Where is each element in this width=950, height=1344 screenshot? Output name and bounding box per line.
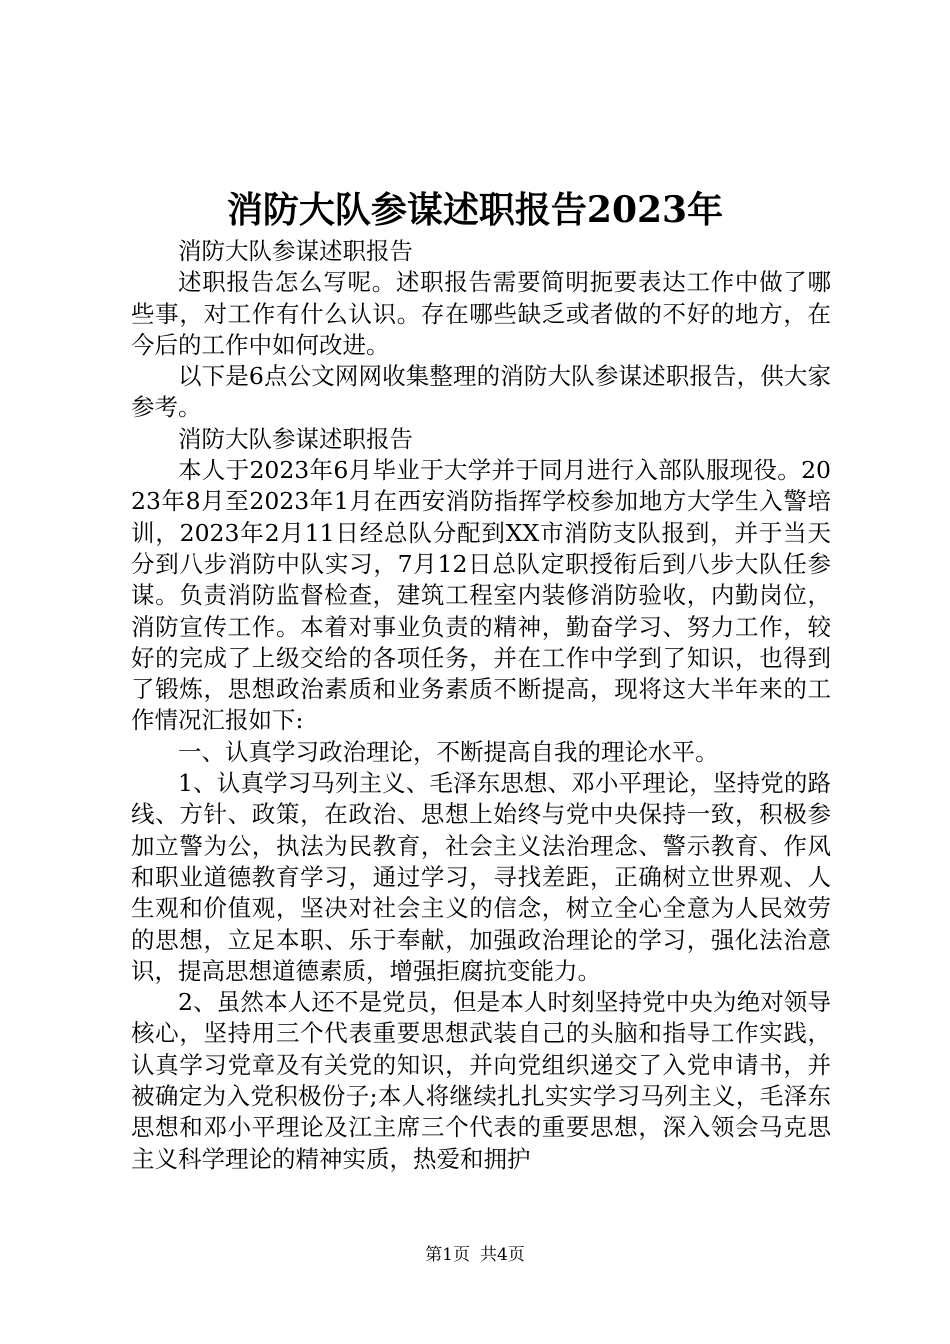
document-body xyxy=(131,236,831,1175)
page-footer xyxy=(0,1243,950,1267)
page-total: 共4页 xyxy=(480,1245,525,1265)
paragraph-intro: 述职报告怎么写呢。述职报告需要简明扼要表达工作中做了哪些事，对工作有什么认识。存在哪些缺乏或者做的不好的地方，在今后的工作中如何改进。 xyxy=(131,268,831,359)
paragraph-background: 本人于2023年6月毕业于大学并于同月进行入部队服现役。2023年8月至2023年1月在西安消防指挥学校参加地方大学生入警培训，2023年2月11日经总队分配到XX市消防支队报到，并于当天分到八步消防中队实习，7月12日总队定职授衔后到八步大队任参谋。负责消防监督检查，建筑工程室内装修消防验收，内勤岗位，消防宣传工作。本着对事业负责的精神，勤奋学习、努力工作，较好的完成了上级交给的各项任务，并在工作中学到了知识，也得到了锻炼，思想政治素质和业务素质不断提高，现将这大半年来的工作情况汇报如下: xyxy=(131,456,831,735)
page-number: 第1页 xyxy=(425,1245,470,1265)
paragraph-source-note: 以下是6点公文网网收集整理的消防大队参谋述职报告，供大家参考。 xyxy=(131,362,831,422)
section-heading-1: 一、认真学习政治理论，不断提高自我的理论水平。 xyxy=(178,737,719,766)
paragraph-subtitle: 消防大队参谋述职报告 xyxy=(178,237,413,265)
paragraph-item-1: 1、认真学习马列主义、毛泽东思想、邓小平理论，坚持党的路线、方针、政策，在政治、思想上始终与党中央保持一致，积极参加立警为公，执法为民教育，社会主义法治理念、警示教育、作风和职业道德教育学习，通过学习，寻找差距，正确树立世界观、人生观和价值观，坚决对社会主义的信念，树立全心全意为人民效劳的思想，立足本职、乐于奉献，加强政治理论的学习，强化法治意识，提高思想道德素质，增强拒腐抗变能力。 xyxy=(131,769,831,985)
document-title: 消防大队参谋述职报告2023年 xyxy=(226,189,724,231)
paragraph-item-2: 2、虽然本人还不是党员，但是本人时刻坚持党中央为绝对领导核心，坚持用三个代表重要思想武装自己的头脑和指导工作实践，认真学习党章及有关党的知识，并向党组织递交了入党申请书，并被确定为入党积极份子;本人将继续扎扎实实学习马列主义，毛泽东思想和邓小平理论及江主席三个代表的重要思想，深入领会马克思主义科学理论的精神实质，热爱和拥护 xyxy=(131,988,831,1173)
paragraph-subtitle-repeat: 消防大队参谋述职报告 xyxy=(178,424,413,453)
